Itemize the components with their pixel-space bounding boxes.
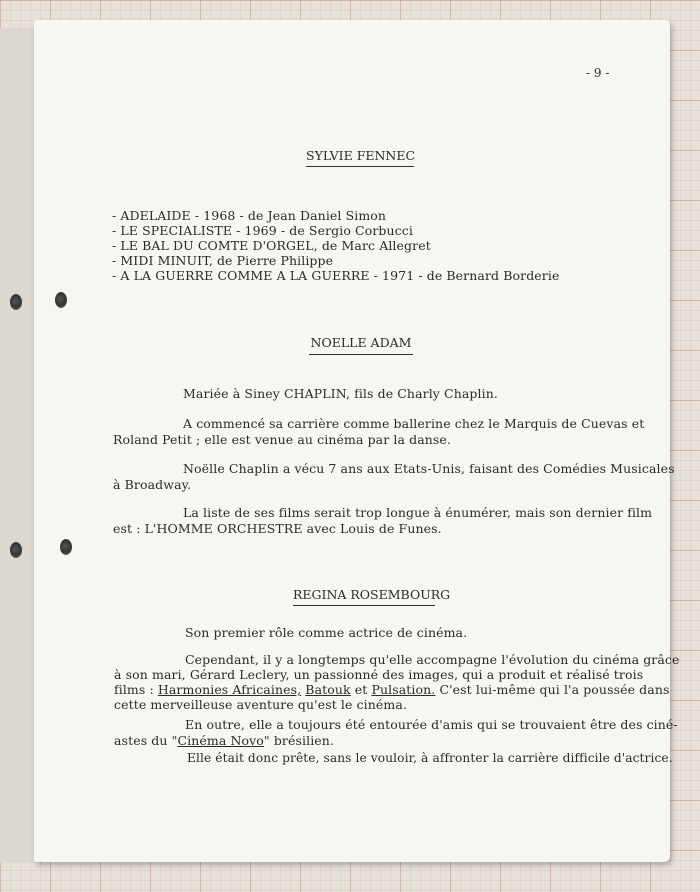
binder-hole-top-left <box>10 294 22 310</box>
heading-regina-rosembourg: REGINA ROSEMBOURG <box>293 587 451 602</box>
text-fragment: C'est lui-même qui l'a poussée dans <box>435 682 670 697</box>
paragraph-line: En outre, elle a toujours été entourée d'amis qui se trouvaient être des ciné- <box>185 717 678 732</box>
paragraph-line: A commencé sa carrière comme ballerine chez le Marquis de Cuevas et <box>183 416 645 431</box>
paragraph-line <box>114 682 670 697</box>
binder-hole-top <box>55 292 67 308</box>
film-title-batouk: Batouk <box>305 682 351 697</box>
paragraph-line: à son mari, Gérard Leclery, un passionné des images, qui a produit et réalisé trois <box>114 667 644 682</box>
film-item: - ADELAIDE - 1968 - de Jean Daniel Simon <box>112 208 387 223</box>
page-number: - 9 - <box>586 66 610 80</box>
heading-underline <box>293 605 435 606</box>
film-item: - LE SPECIALISTE - 1969 - de Sergio Corbucci <box>112 223 413 238</box>
paragraph-line: Mariée à Siney CHAPLIN, fils de Charly Chaplin. <box>183 386 498 401</box>
paragraph-line: Roland Petit ; elle est venue au cinéma par la danse. <box>113 432 451 447</box>
binder-hole-bottom-left <box>10 542 22 558</box>
paragraph-line: cette merveilleuse aventure qu'est le cinéma. <box>114 697 408 712</box>
text-fragment: films : <box>114 682 158 697</box>
text-fragment: astes du " <box>114 733 178 748</box>
paragraph-line <box>114 733 334 748</box>
heading-noelle-adam: NOELLE ADAM <box>310 335 412 350</box>
paragraph-line: Son premier rôle comme actrice de cinéma. <box>185 625 468 640</box>
heading-underline <box>306 166 414 167</box>
binder-hole-bottom <box>60 539 72 555</box>
paragraph-line: à Broadway. <box>113 477 192 492</box>
paragraph-line: Elle était donc prête, sans le vouloir, à affronter la carrière difficile d'actrice. <box>187 751 673 765</box>
film-item: - MIDI MINUIT, de Pierre Philippe <box>112 253 334 268</box>
paragraph-line: La liste de ses films serait trop longue à énumérer, mais son dernier film <box>183 505 653 520</box>
film-title-harmonies-africaines: Harmonies Africaines, <box>157 682 302 697</box>
paragraph-line: est : L'HOMME ORCHESTRE avec Louis de Funes. <box>113 521 442 536</box>
text-fragment: et <box>350 682 372 697</box>
heading-underline <box>309 354 413 355</box>
paragraph-line: Cependant, il y a longtemps qu'elle accompagne l'évolution du cinéma grâce <box>185 652 680 667</box>
film-item: - A LA GUERRE COMME A LA GUERRE - 1971 - de Bernard Borderie <box>112 268 560 283</box>
cinema-novo: Cinéma Novo <box>177 733 264 748</box>
paragraph-line: Noëlle Chaplin a vécu 7 ans aux Etats-Unis, faisant des Comédies Musicales <box>183 461 675 476</box>
film-item: - LE BAL DU COMTE D'ORGEL, de Marc Allegret <box>112 238 431 253</box>
text-fragment: " brésilien. <box>263 733 335 748</box>
heading-sylvie-fennec: SYLVIE FENNEC <box>306 148 416 163</box>
film-title-pulsation: Pulsation. <box>371 682 436 697</box>
